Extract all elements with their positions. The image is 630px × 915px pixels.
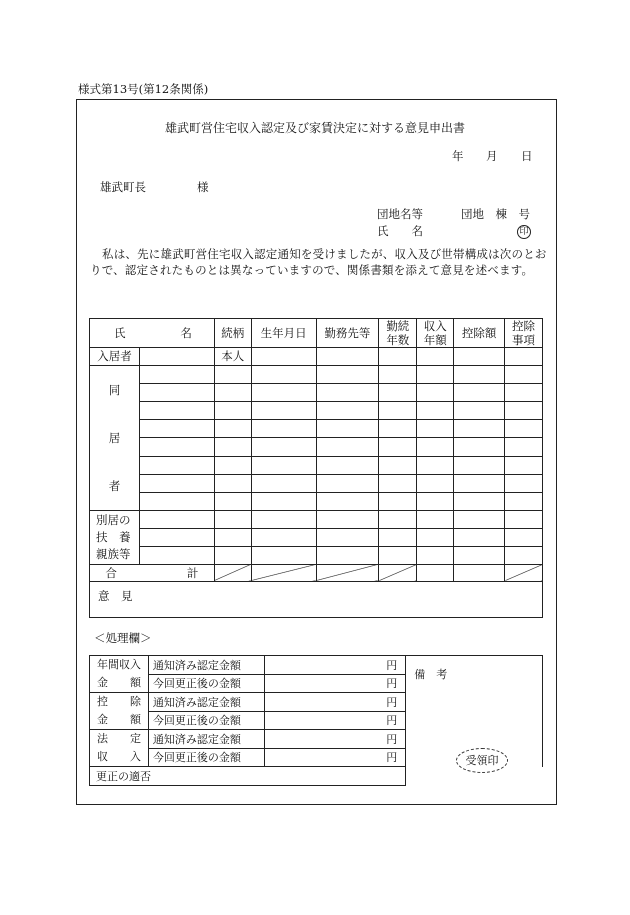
cell[interactable]: [251, 402, 316, 420]
cell[interactable]: [454, 438, 505, 456]
deduction-revised-amount[interactable]: 円: [264, 711, 406, 730]
cell[interactable]: [417, 456, 454, 474]
header-annual-income: 収入 年額: [417, 319, 454, 348]
cell[interactable]: [251, 384, 316, 402]
cell[interactable]: [505, 492, 543, 510]
cell[interactable]: [417, 420, 454, 438]
occupant-label: 入居者: [90, 348, 140, 366]
cell[interactable]: [417, 474, 454, 492]
cell[interactable]: [505, 474, 543, 492]
header-name-1: 氏: [90, 319, 140, 348]
deduction-label: 控 除 金 額: [90, 693, 149, 730]
cell[interactable]: [251, 510, 316, 528]
cell[interactable]: [505, 456, 543, 474]
cell[interactable]: [316, 402, 379, 420]
cell[interactable]: [316, 456, 379, 474]
cell[interactable]: [251, 438, 316, 456]
name-label: 氏 名: [377, 224, 423, 238]
cell[interactable]: [417, 492, 454, 510]
total-income-cell[interactable]: [417, 564, 454, 581]
cell[interactable]: [417, 348, 454, 366]
cell[interactable]: [454, 365, 505, 383]
cell[interactable]: [316, 438, 379, 456]
cell[interactable]: [505, 510, 543, 528]
cell[interactable]: [139, 438, 214, 456]
deduction-notified-amount[interactable]: 円: [264, 693, 406, 712]
cell[interactable]: [505, 402, 543, 420]
cell[interactable]: [417, 402, 454, 420]
cell[interactable]: [214, 546, 251, 564]
deduction-revised-label: 今回更正後の金額: [148, 711, 264, 730]
cell[interactable]: [316, 474, 379, 492]
household-members-table: [89, 318, 543, 618]
date-year: 年: [452, 149, 464, 163]
cell[interactable]: [139, 510, 214, 528]
cell[interactable]: [454, 384, 505, 402]
cell[interactable]: [379, 510, 417, 528]
cell[interactable]: [251, 528, 316, 546]
cell[interactable]: [316, 365, 379, 383]
cell[interactable]: [316, 510, 379, 528]
revision-validity-field[interactable]: 更正の適否: [90, 767, 406, 786]
occupant-name-cell[interactable]: [139, 348, 214, 366]
cell[interactable]: [379, 438, 417, 456]
cell[interactable]: [251, 365, 316, 383]
total-deduction-cell[interactable]: [454, 564, 505, 581]
header-years-employed: 勤続 年数: [379, 319, 417, 348]
annual-notified-amount[interactable]: 円: [264, 656, 406, 675]
cell[interactable]: [251, 546, 316, 564]
cell[interactable]: [316, 546, 379, 564]
cell[interactable]: [379, 348, 417, 366]
cell[interactable]: [417, 384, 454, 402]
cell[interactable]: [214, 365, 251, 383]
document-title: 雄武町営住宅収入認定及び家賃決定に対する意見申出書: [164, 121, 465, 135]
cell[interactable]: [139, 528, 214, 546]
statement-text: 私は、先に雄武町営住宅収入認定通知を受けましたが、収入及び世帯構成は次のとおりで、認定されたものとは異なっていますので、関係書類を添えて意見を述べます。: [90, 247, 547, 277]
header-deduction-items: 控除 事項: [505, 319, 543, 348]
cell[interactable]: [505, 528, 543, 546]
cell[interactable]: [505, 546, 543, 564]
cell[interactable]: [214, 474, 251, 492]
cell[interactable]: [454, 474, 505, 492]
processing-section-heading: ＜処理欄＞: [94, 631, 152, 645]
cell[interactable]: [417, 365, 454, 383]
cell[interactable]: [454, 492, 505, 510]
annual-revised-amount[interactable]: 円: [264, 674, 406, 693]
cell[interactable]: [454, 528, 505, 546]
statutory-notified-amount[interactable]: 円: [264, 730, 406, 749]
cell[interactable]: [379, 456, 417, 474]
cell[interactable]: [454, 456, 505, 474]
separate-relatives-label: 別居の 扶 養 親族等: [90, 510, 140, 564]
annual-notified-label: 通知済み認定金額: [148, 656, 264, 675]
cell[interactable]: [379, 474, 417, 492]
cell[interactable]: [139, 365, 214, 383]
header-name-2: 名: [139, 319, 214, 348]
deduction-notified-label: 通知済み認定金額: [148, 693, 264, 712]
annual-revised-label: 今回更正後の金額: [148, 674, 264, 693]
cell[interactable]: [417, 438, 454, 456]
cell[interactable]: [139, 474, 214, 492]
opinion-label: 意 見: [98, 588, 133, 603]
seal-mark: [517, 225, 531, 239]
cell[interactable]: [417, 510, 454, 528]
cell[interactable]: [214, 384, 251, 402]
date-day: 日: [521, 149, 533, 163]
remarks-area[interactable]: 備 考: [406, 656, 543, 767]
cell[interactable]: [214, 402, 251, 420]
cell[interactable]: [379, 384, 417, 402]
cell[interactable]: [505, 365, 543, 383]
cell[interactable]: [139, 384, 214, 402]
header-deduction: 控除額: [454, 319, 505, 348]
statutory-revised-amount[interactable]: 円: [264, 748, 406, 767]
statutory-revised-label: 今回更正後の金額: [148, 748, 264, 767]
cell[interactable]: [251, 420, 316, 438]
cell[interactable]: [139, 402, 214, 420]
cell[interactable]: [139, 546, 214, 564]
total-items-slash: [505, 564, 543, 581]
addressee: 雄武町長: [100, 180, 146, 194]
honorific: 様: [197, 180, 209, 194]
cell[interactable]: [505, 384, 543, 402]
annual-income-label: 年間収入 金 額: [90, 656, 149, 693]
cohabitant-label: 同 居 者: [90, 365, 140, 510]
header-relation: 続柄: [214, 319, 251, 348]
total-relation-slash: [214, 564, 251, 581]
cell[interactable]: [316, 492, 379, 510]
seal-icon: 印: [517, 225, 531, 239]
cell[interactable]: [454, 546, 505, 564]
cell[interactable]: [379, 528, 417, 546]
cell[interactable]: [214, 438, 251, 456]
header-birthdate: 生年月日: [251, 319, 316, 348]
cell[interactable]: [139, 492, 214, 510]
cell[interactable]: [316, 348, 379, 366]
cell[interactable]: [379, 492, 417, 510]
cell[interactable]: [454, 510, 505, 528]
cell[interactable]: [251, 474, 316, 492]
cell[interactable]: [417, 528, 454, 546]
cell[interactable]: [214, 528, 251, 546]
cell[interactable]: [214, 510, 251, 528]
cell[interactable]: [505, 348, 543, 366]
cell[interactable]: [379, 420, 417, 438]
cell[interactable]: [139, 456, 214, 474]
form-number-label: 様式第13号(第12条関係): [78, 82, 209, 96]
cell[interactable]: [316, 420, 379, 438]
total-workplace-slash: [316, 564, 379, 581]
cell[interactable]: [214, 420, 251, 438]
cell[interactable]: [316, 528, 379, 546]
cell[interactable]: [251, 348, 316, 366]
cell[interactable]: [454, 402, 505, 420]
cell[interactable]: [379, 365, 417, 383]
cell[interactable]: [214, 456, 251, 474]
cell[interactable]: [417, 546, 454, 564]
cell[interactable]: [214, 492, 251, 510]
total-label: 合 計: [90, 564, 215, 581]
cell[interactable]: [139, 420, 214, 438]
cell[interactable]: [316, 384, 379, 402]
occupant-relation: 本人: [214, 348, 251, 366]
total-years-slash: [379, 564, 417, 581]
statutory-notified-label: 通知済み認定金額: [148, 730, 264, 749]
opinion-field[interactable]: [90, 581, 543, 617]
cell[interactable]: [454, 348, 505, 366]
complex-units: 団地 棟 号: [461, 207, 530, 221]
cell[interactable]: [251, 456, 316, 474]
cell[interactable]: [505, 438, 543, 456]
date-month: 月: [486, 149, 498, 163]
total-birth-slash: [251, 564, 316, 581]
cell[interactable]: [379, 546, 417, 564]
cell[interactable]: [505, 420, 543, 438]
statutory-income-label: 法 定 収 入: [90, 730, 149, 767]
cell[interactable]: [379, 402, 417, 420]
complex-label: 団地名等: [377, 207, 423, 221]
receipt-stamp-area[interactable]: 受領印: [456, 748, 508, 773]
cell[interactable]: [454, 420, 505, 438]
cell[interactable]: [251, 492, 316, 510]
header-workplace: 勤務先等: [316, 319, 379, 348]
